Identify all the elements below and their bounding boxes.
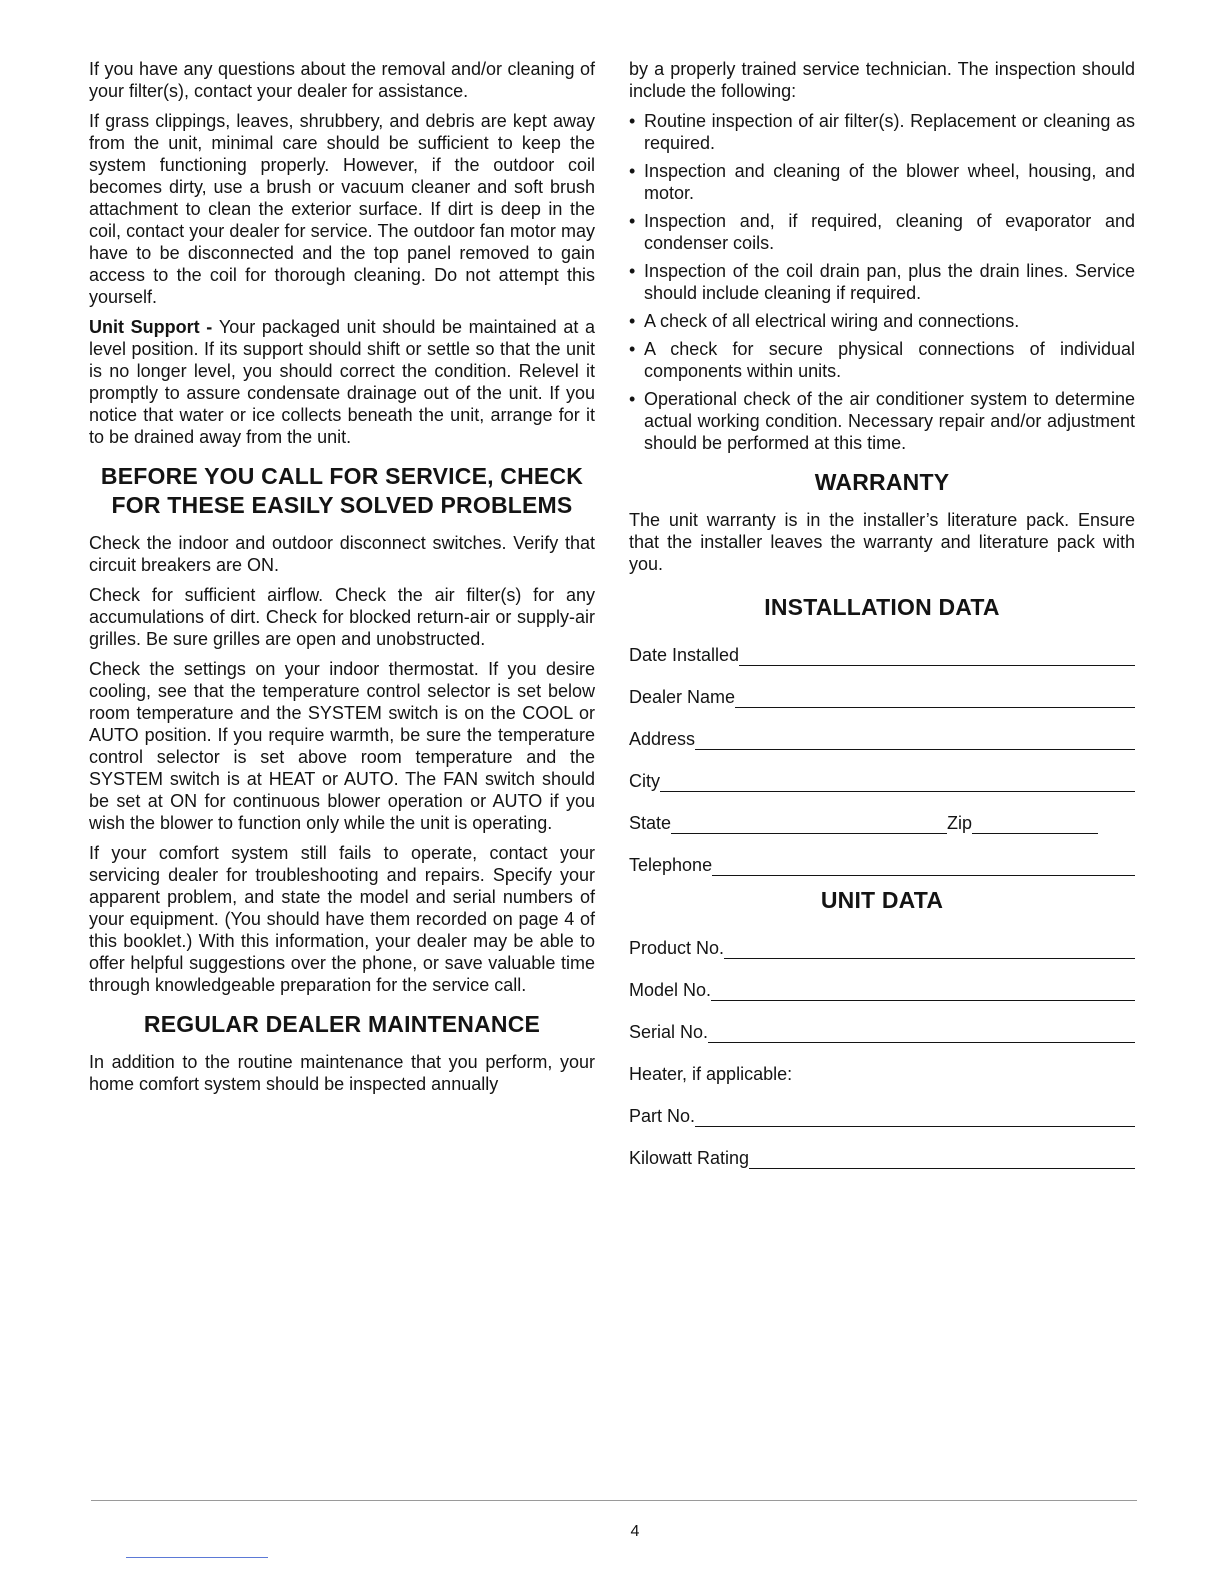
warranty-paragraph: The unit warranty is in the installer’s literature pack. Ensure that the installer leaves the warranty and literature pack with you. [629, 510, 1135, 574]
date-installed-label: Date Installed [629, 645, 740, 665]
maintenance-heading: REGULAR DEALER MAINTENANCE [143, 1011, 541, 1037]
city-field[interactable] [660, 771, 1135, 792]
product-no-label: Product No. [629, 938, 725, 958]
filter-questions-paragraph: If you have any questions about the removal and/or cleaning of your filter(s), contact your dealer for assistance. [89, 59, 595, 101]
city-label: City [629, 771, 660, 791]
scan-mark-line [126, 1557, 268, 1558]
part-no-label: Part No. [629, 1106, 696, 1126]
list-item: • Inspection of the coil drain pan, plus the drain lines. Service should include cleaning if required. [629, 260, 1135, 304]
product-no-row [629, 927, 1135, 959]
model-no-field[interactable] [711, 980, 1135, 1001]
warranty-heading: WARRANTY [814, 469, 950, 495]
unit-data-heading: UNIT DATA [820, 887, 944, 913]
zip-field[interactable] [972, 813, 1098, 834]
kilowatt-rating-label: Kilowatt Rating [629, 1148, 750, 1168]
city-row [629, 760, 1135, 792]
address-field[interactable] [695, 729, 1135, 750]
heater-row [629, 1053, 1135, 1085]
disconnect-switches-paragraph: Check the indoor and outdoor disconnect switches. Verify that circuit breakers are ON. [89, 533, 595, 575]
dealer-name-label: Dealer Name [629, 687, 736, 707]
installation-data-form [629, 634, 1135, 876]
part-no-field[interactable] [695, 1106, 1135, 1127]
before-service-heading-line2: FOR THESE EASILY SOLVED PROBLEMS [111, 492, 573, 518]
heater-label: Heater, if applicable: [629, 1064, 793, 1084]
state-label: State [629, 813, 672, 833]
date-installed-row [629, 634, 1135, 666]
kilowatt-rating-row [629, 1137, 1135, 1169]
state-zip-row [629, 802, 1135, 834]
date-installed-field[interactable] [739, 645, 1135, 666]
unit-data-form [629, 927, 1135, 1169]
thermostat-paragraph: Check the settings on your indoor thermostat. If you desire cooling, see that the temperature control selector is set below room temperature and the SYSTEM switch is on the COOL or AUTO position. If you require warmth, be sure the temperature control selector is set above room temperature and the SYSTEM switch is at HEAT or AUTO. The FAN switch should be set at ON for continuous blower operation or AUTO if you wish the blower to function only while the unit is operating. [89, 659, 595, 833]
page-number: 4 [630, 1523, 640, 1540]
telephone-row [629, 844, 1135, 876]
part-no-row [629, 1095, 1135, 1127]
address-row [629, 718, 1135, 750]
model-no-label: Model No. [629, 980, 712, 1000]
installation-data-heading: INSTALLATION DATA [764, 594, 1000, 620]
state-field[interactable] [671, 813, 947, 834]
serial-no-row [629, 1011, 1135, 1043]
before-service-heading-line1: BEFORE YOU CALL FOR SERVICE, CHECK [100, 463, 584, 489]
right-column [629, 58, 1135, 1179]
list-item: • Operational check of the air conditioner system to determine actual working condition. Necessary repair and/or adjustment should be performed at this time. [629, 388, 1135, 454]
unit-support-paragraph [89, 316, 595, 448]
list-item: • A check for secure physical connections of individual components within units. [629, 338, 1135, 382]
address-label: Address [629, 729, 696, 749]
inspection-intro-paragraph: by a properly trained service technician. The inspection should include the following: [629, 59, 1135, 101]
airflow-paragraph: Check for sufficient airflow. Check the air filter(s) for any accumulations of dirt. Check for blocked return-air or supply-air grilles. Be sure grilles are open and unobstructed. [89, 585, 595, 649]
unit-support-label: Unit Support - [89, 317, 219, 337]
zip-label: Zip [947, 813, 973, 833]
list-item: • Routine inspection of air filter(s). Replacement or cleaning as required. [629, 110, 1135, 154]
product-no-field[interactable] [724, 938, 1135, 959]
debris-paragraph: If grass clippings, leaves, shrubbery, and debris are kept away from the unit, minimal care should be sufficient to keep the system functioning properly. However, if the outdoor coil becomes dirty, use a brush or vacuum cleaner and soft brush attachment to clean the exterior surface. If dirt is deep in the coil, contact your dealer for service. The outdoor fan motor may have to be disconnected and the top panel removed to gain access to the coil for thorough cleaning. Do not attempt this yourself. [89, 111, 595, 307]
list-item: • Inspection and, if required, cleaning of evaporator and condenser coils. [629, 210, 1135, 254]
still-fails-paragraph: If your comfort system still fails to operate, contact your servicing dealer for troubleshooting and repairs. Specify your apparent problem, and state the model and serial numbers of your equipment. (You should have them recorded on page 4 of this booklet.) With this information, your dealer may be able to offer helpful suggestions over the phone, or save valuable time through knowledgeable preparation for the service call. [89, 843, 595, 995]
inspection-list [629, 110, 1135, 454]
model-no-row [629, 969, 1135, 1001]
serial-no-field[interactable] [708, 1022, 1135, 1043]
list-item: • Inspection and cleaning of the blower wheel, housing, and motor. [629, 160, 1135, 204]
telephone-field[interactable] [712, 855, 1135, 876]
before-service-heading [89, 462, 595, 520]
list-item: • A check of all electrical wiring and connections. [629, 310, 1135, 332]
left-column [89, 58, 595, 1103]
serial-no-label: Serial No. [629, 1022, 709, 1042]
telephone-label: Telephone [629, 855, 713, 875]
maintenance-paragraph: In addition to the routine maintenance that you perform, your home comfort system should be inspected annually [89, 1052, 595, 1094]
dealer-name-field[interactable] [735, 687, 1135, 708]
footer-divider [91, 1500, 1137, 1501]
unit-support-text: Your packaged unit should be maintained at a level position. If its support should shift or settle so that the unit is no longer level, you should correct the condition. Relevel it promptly to assure condensate drainage out of the unit. If you notice that water or ice collects beneath the unit, arrange for it to be drained away from the unit. [89, 317, 595, 447]
kilowatt-rating-field[interactable] [749, 1148, 1135, 1169]
dealer-name-row [629, 676, 1135, 708]
